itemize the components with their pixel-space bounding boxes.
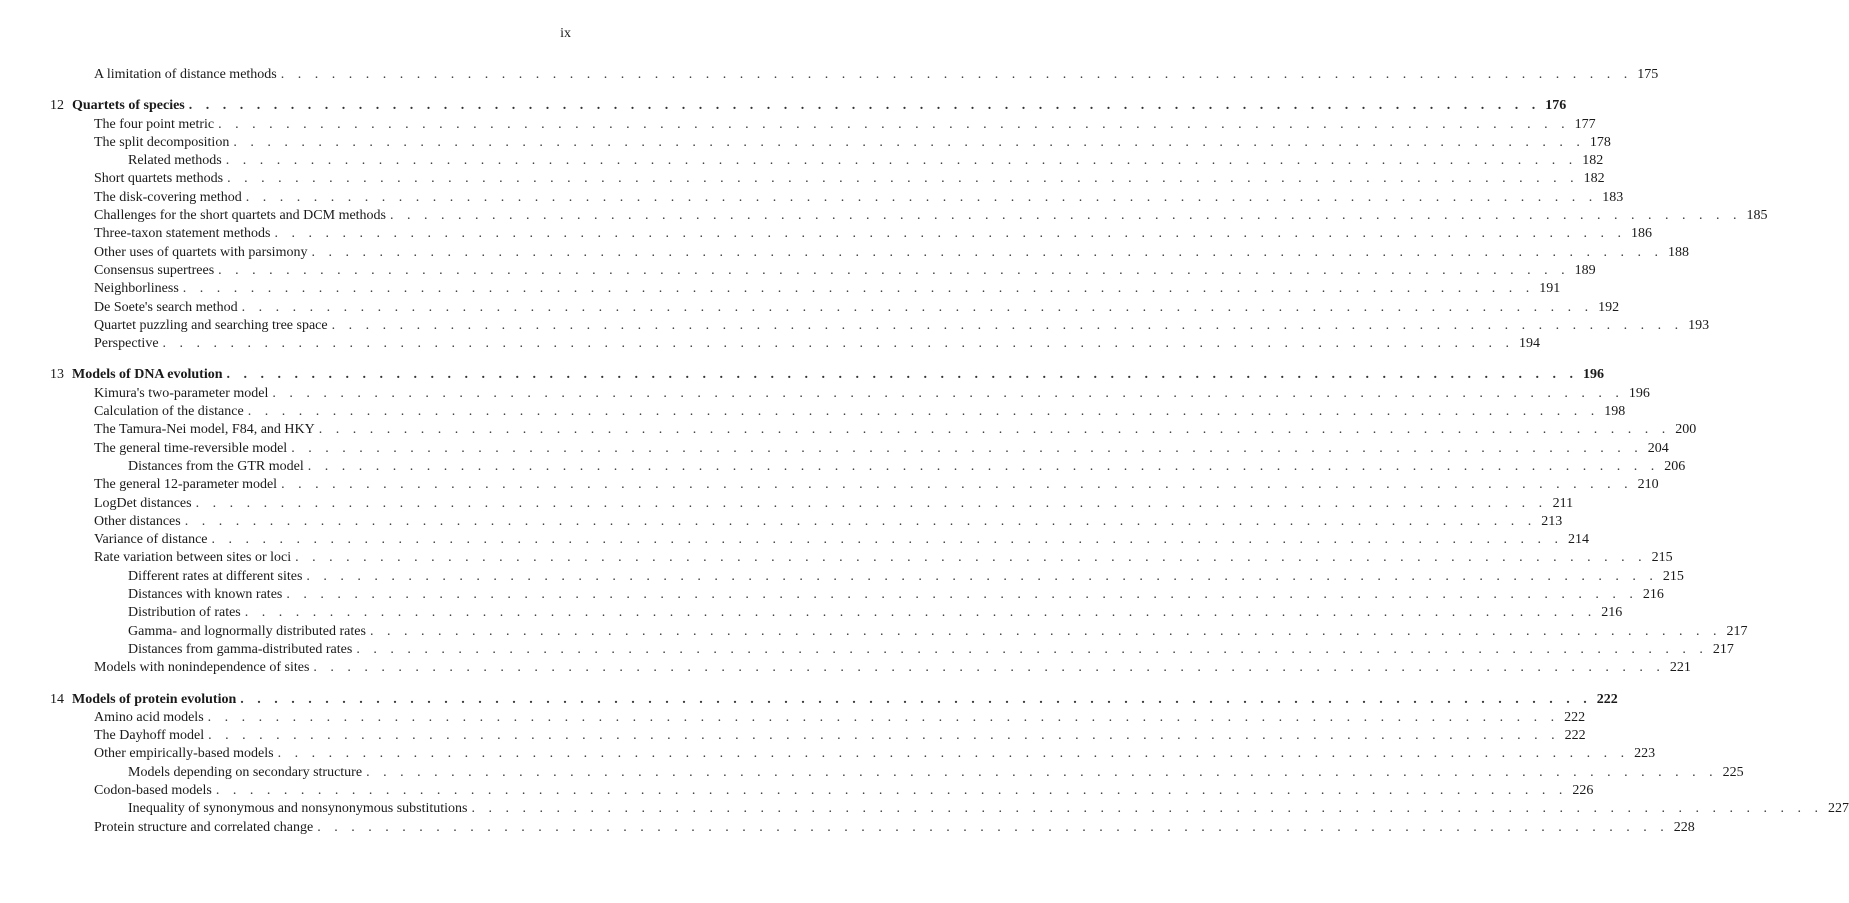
- dot-leader: . . . . . . . . . . . . . . . . . . . . . . . . . . . . . . . . . . . . . . . . . . . . . . . . . . . . . . . . . . . . . . . . . . . . . . . . . . . . . . . .: [226, 367, 1578, 383]
- toc-entry[interactable]: [50, 782, 1594, 800]
- entry-title: Models of DNA evolution: [72, 367, 223, 383]
- chapter-number: 14: [50, 691, 64, 707]
- dot-leader: . . . . . . . . . . . . . . . . . . . . . . . . . . . . . . . . . . . . . . . . . . . . . . . . . . . . . . . . . . . . . . . . . . . . . . . . . . . . . . . .: [184, 513, 1537, 529]
- entry-page-number: 211: [1552, 495, 1574, 511]
- entry-page-number: 214: [1568, 532, 1589, 548]
- toc-entry[interactable]: [50, 66, 1659, 84]
- dot-leader: . . . . . . . . . . . . . . . . . . . . . . . . . . . . . . . . . . . . . . . . . . . . . . . . . . . . . . . . . . . . . . . . . . . . . . . . . . . . . . . .: [281, 477, 1633, 493]
- dot-leader: . . . . . . . . . . . . . . . . . . . . . . . . . . . . . . . . . . . . . . . . . . . . . . . . . . . . . . . . . . . . . . . . . . . . . . . . . . . . . . . .: [274, 226, 1626, 242]
- toc-chapter: [50, 691, 1849, 837]
- dot-leader: . . . . . . . . . . . . . . . . . . . . . . . . . . . . . . . . . . . . . . . . . . . . . . . . . . . . . . . . . . . . . . . . . . . . . . . . . . . . . . . .: [207, 709, 1560, 725]
- dot-leader: . . . . . . . . . . . . . . . . . . . . . . . . . . . . . . . . . . . . . . . . . . . . . . . . . . . . . . . . . . . . . . . . . . . . . . . . . . . . . . . .: [277, 746, 1630, 762]
- entry-title: Different rates at different sites: [128, 568, 303, 584]
- entry-page-number: 182: [1583, 171, 1605, 187]
- entry-title: The four point metric: [94, 116, 215, 132]
- toc-entry[interactable]: [50, 262, 1596, 280]
- entry-page-number: 196: [1583, 367, 1604, 383]
- entry-page-number: 216: [1642, 587, 1664, 603]
- entry-title: Other distances: [94, 513, 181, 529]
- dot-leader: . . . . . . . . . . . . . . . . . . . . . . . . . . . . . . . . . . . . . . . . . . . . . . . . . . . . . . . . . . . . . . . . . . . . . . . . . . . . . . . .: [280, 67, 1633, 82]
- entry-title: Consensus supertrees: [94, 262, 215, 278]
- toc-entry[interactable]: [50, 280, 1561, 298]
- entry-title: Quartet puzzling and searching tree space: [94, 317, 328, 333]
- toc-entry[interactable]: [50, 225, 1652, 243]
- toc-entry[interactable]: [50, 476, 1659, 494]
- entry-page-number: 178: [1589, 134, 1611, 150]
- entry-page-number: 217: [1726, 623, 1748, 639]
- toc-entry[interactable]: [50, 385, 1650, 403]
- entry-page-number: 215: [1651, 550, 1673, 566]
- entry-title: Kimura's two-parameter model: [94, 385, 269, 401]
- toc-chapter: [50, 66, 1659, 84]
- entry-page-number: 185: [1746, 208, 1768, 224]
- toc-entry[interactable]: [50, 623, 1748, 641]
- entry-title: The Tamura-Nei model, F84, and HKY: [94, 422, 315, 438]
- entry-page-number: 216: [1601, 605, 1623, 621]
- entry-page-number: 200: [1675, 422, 1697, 438]
- dot-leader: . . . . . . . . . . . . . . . . . . . . . . . . . . . . . . . . . . . . . . . . . . . . . . . . . . . . . . . . . . . . . . . . . . . . . . . . . . . . . . . .: [311, 244, 1663, 260]
- entry-title: Other uses of quartets with parsimony: [94, 244, 308, 260]
- dot-leader: . . . . . . . . . . . . . . . . . . . . . . . . . . . . . . . . . . . . . . . . . . . . . . . . . . . . . . . . . . . . . . . . . . . . . . . . . . . . . . . .: [369, 623, 1722, 639]
- dot-leader: . . . . . . . . . . . . . . . . . . . . . . . . . . . . . . . . . . . . . . . . . . . . . . . . . . . . . . . . . . . . . . . . . . . . . . . . . . . . . . . .: [162, 336, 1515, 352]
- dot-leader: . . . . . . . . . . . . . . . . . . . . . . . . . . . . . . . . . . . . . . . . . . . . . . . . . . . . . . . . . . . . . . . . . . . . . . . . . . . . . . . .: [247, 404, 1600, 420]
- toc-entry[interactable]: [50, 421, 1697, 439]
- entry-page-number: 204: [1647, 440, 1669, 456]
- entry-page-number: 222: [1564, 728, 1586, 744]
- entry-page-number: 221: [1669, 660, 1691, 676]
- toc-entry[interactable]: [50, 549, 1673, 567]
- entry-page-number: 223: [1634, 746, 1656, 762]
- entry-title: A limitation of distance methods: [94, 67, 277, 82]
- toc-entry[interactable]: [50, 207, 1768, 225]
- entry-title: Protein structure and correlated change: [94, 819, 314, 835]
- page-number: ix: [560, 26, 571, 41]
- toc-entry[interactable]: [50, 764, 1744, 782]
- dot-leader: . . . . . . . . . . . . . . . . . . . . . . . . . . . . . . . . . . . . . . . . . . . . . . . . . . . . . . . . . . . . . . . . . . . . . . . . . . . . . . . .: [317, 819, 1669, 835]
- toc-entry[interactable]: [50, 317, 1710, 335]
- dot-leader: . . . . . . . . . . . . . . . . . . . . . . . . . . . . . . . . . . . . . . . . . . . . . . . . . . . . . . . . . . . . . . . . . . . . . . . . . . . . . . . .: [313, 660, 1665, 676]
- entry-page-number: 194: [1519, 336, 1541, 352]
- entry-title: The general time-reversible model: [94, 440, 288, 456]
- dot-leader: . . . . . . . . . . . . . . . . . . . . . . . . . . . . . . . . . . . . . . . . . . . . . . . . . . . . . . . . . . . . . . . . . . . . . . . . . . . . . . . .: [291, 440, 1643, 456]
- entry-page-number: 188: [1667, 244, 1689, 260]
- entry-title: Neighborliness: [94, 281, 179, 297]
- entry-title: Gamma- and lognormally distributed rates: [128, 623, 366, 639]
- entry-title: Short quartets methods: [94, 171, 224, 187]
- dot-leader: . . . . . . . . . . . . . . . . . . . . . . . . . . . . . . . . . . . . . . . . . . . . . . . . . . . . . . . . . . . . . . . . . . . . . . . . . . . . . . . .: [318, 422, 1671, 438]
- entry-page-number: 183: [1602, 189, 1624, 205]
- entry-title: Variance of distance: [94, 532, 208, 548]
- entry-title: Amino acid models: [94, 709, 204, 725]
- dot-leader: . . . . . . . . . . . . . . . . . . . . . . . . . . . . . . . . . . . . . . . . . . . . . . . . . . . . . . . . . . . . . . . . . . . . . . . . . . . . . . . .: [218, 116, 1570, 132]
- entry-page-number: 226: [1572, 782, 1594, 798]
- entry-page-number: 213: [1541, 513, 1563, 529]
- toc-entry[interactable]: [50, 403, 1626, 421]
- toc-entry[interactable]: [50, 709, 1586, 727]
- dot-leader: . . . . . . . . . . . . . . . . . . . . . . . . . . . . . . . . . . . . . . . . . . . . . . . . . . . . . . . . . . . . . . . . . . . . . . . . . . . . . . . .: [286, 587, 1638, 603]
- entry-page-number: 189: [1574, 262, 1596, 278]
- chapter-number: 12: [50, 98, 64, 114]
- dot-leader: . . . . . . . . . . . . . . . . . . . . . . . . . . . . . . . . . . . . . . . . . . . . . . . . . . . . . . . . . . . . . . . . . . . . . . . . . . . . . . . .: [245, 189, 1598, 205]
- toc-entry[interactable]: [50, 189, 1624, 207]
- dot-leader: . . . . . . . . . . . . . . . . . . . . . . . . . . . . . . . . . . . . . . . . . . . . . . . . . . . . . . . . . . . . . . . . . . . . . . . . . . . . . . . .: [244, 605, 1597, 621]
- dot-leader: . . . . . . . . . . . . . . . . . . . . . . . . . . . . . . . . . . . . . . . . . . . . . . . . . . . . . . . . . . . . . . . . . . . . . . . . . . . . . . . .: [471, 801, 1823, 817]
- entry-title: Challenges for the short quartets and DCM methods: [94, 208, 387, 224]
- entry-page-number: 186: [1631, 226, 1652, 242]
- entry-title: Three-taxon statement methods: [94, 226, 271, 242]
- entry-page-number: 225: [1722, 764, 1744, 780]
- dot-leader: . . . . . . . . . . . . . . . . . . . . . . . . . . . . . . . . . . . . . . . . . . . . . . . . . . . . . . . . . . . . . . . . . . . . . . . . . . . . . . . .: [188, 98, 1541, 114]
- dot-leader: . . . . . . . . . . . . . . . . . . . . . . . . . . . . . . . . . . . . . . . . . . . . . . . . . . . . . . . . . . . . . . . . . . . . . . . . . . . . . . . .: [233, 134, 1585, 150]
- entry-title: Rate variation between sites or loci: [94, 550, 292, 566]
- entry-page-number: 182: [1582, 153, 1604, 169]
- entry-page-number: 176: [1545, 98, 1567, 114]
- entry-page-number: 217: [1712, 641, 1734, 657]
- toc-entry[interactable]: [50, 513, 1563, 531]
- entry-page-number: 222: [1596, 691, 1618, 707]
- entry-title: Other empirically-based models: [94, 746, 274, 762]
- toc-entry[interactable]: [50, 800, 1849, 818]
- entry-title: Models with nonindependence of sites: [94, 660, 310, 676]
- toc-entry[interactable]: [50, 244, 1689, 262]
- toc-entry[interactable]: [50, 440, 1669, 458]
- entry-page-number: 210: [1637, 477, 1659, 493]
- toc-chapter: [50, 366, 1748, 677]
- entry-title: The Dayhoff model: [94, 728, 205, 744]
- entry-page-number: 175: [1637, 67, 1659, 82]
- entry-title: Codon-based models: [94, 782, 212, 798]
- dot-leader: . . . . . . . . . . . . . . . . . . . . . . . . . . . . . . . . . . . . . . . . . . . . . . . . . . . . . . . . . . . . . . . . . . . . . . . . . . . . . . . .: [208, 728, 1560, 744]
- toc-entry[interactable]: [50, 727, 1586, 745]
- dot-leader: . . . . . . . . . . . . . . . . . . . . . . . . . . . . . . . . . . . . . . . . . . . . . . . . . . . . . . . . . . . . . . . . . . . . . . . . . . . . . . . .: [218, 262, 1570, 278]
- entry-title: Perspective: [94, 336, 159, 352]
- entry-title: Quartets of species: [72, 98, 185, 114]
- entry-page-number: 222: [1564, 709, 1586, 725]
- entry-title: Models depending on secondary structure: [128, 764, 363, 780]
- entry-title: De Soete's search method: [94, 299, 238, 315]
- toc-entry[interactable]: [50, 659, 1691, 677]
- entry-page-number: 227: [1828, 801, 1849, 817]
- dot-leader: . . . . . . . . . . . . . . . . . . . . . . . . . . . . . . . . . . . . . . . . . . . . . . . . . . . . . . . . . . . . . . . . . . . . . . . . . . . . . . . .: [356, 641, 1708, 657]
- entry-title: The split decomposition: [94, 134, 230, 150]
- entry-title: LogDet distances: [94, 495, 192, 511]
- entry-title: Distances from the GTR model: [128, 458, 304, 474]
- toc-entry[interactable]: [50, 458, 1686, 476]
- toc-chapter: [50, 97, 1768, 353]
- dot-leader: . . . . . . . . . . . . . . . . . . . . . . . . . . . . . . . . . . . . . . . . . . . . . . . . . . . . . . . . . . . . . . . . . . . . . . . . . . . . . . . .: [195, 495, 1548, 511]
- dot-leader: . . . . . . . . . . . . . . . . . . . . . . . . . . . . . . . . . . . . . . . . . . . . . . . . . . . . . . . . . . . . . . . . . . . . . . . . . . . . . . . .: [331, 317, 1684, 333]
- entry-title: Distances with known rates: [128, 587, 283, 603]
- toc-entry[interactable]: [50, 335, 1541, 353]
- dot-leader: . . . . . . . . . . . . . . . . . . . . . . . . . . . . . . . . . . . . . . . . . . . . . . . . . . . . . . . . . . . . . . . . . . . . . . . . . . . . . . . .: [390, 208, 1742, 224]
- toc-entry[interactable]: [50, 819, 1695, 837]
- dot-leader: . . . . . . . . . . . . . . . . . . . . . . . . . . . . . . . . . . . . . . . . . . . . . . . . . . . . . . . . . . . . . . . . . . . . . . . . . . . . . . . .: [272, 385, 1624, 401]
- entry-title: Inequality of synonymous and nonsynonymous substitutions: [128, 801, 468, 817]
- dot-leader: . . . . . . . . . . . . . . . . . . . . . . . . . . . . . . . . . . . . . . . . . . . . . . . . . . . . . . . . . . . . . . . . . . . . . . . . . . . . . . . .: [366, 764, 1718, 780]
- entry-title: Distances from gamma-distributed rates: [128, 641, 353, 657]
- table-of-contents: [50, 66, 1849, 850]
- chapter-heading[interactable]: [50, 97, 1567, 115]
- toc-entry[interactable]: [50, 170, 1605, 188]
- entry-page-number: 177: [1574, 116, 1596, 132]
- entry-page-number: 192: [1598, 299, 1620, 315]
- entry-page-number: 191: [1539, 281, 1561, 297]
- toc-entry[interactable]: [50, 586, 1664, 604]
- toc-entry[interactable]: [50, 531, 1589, 549]
- chapter-heading[interactable]: [50, 691, 1618, 709]
- toc-entry[interactable]: [50, 116, 1596, 134]
- toc-entry[interactable]: [50, 641, 1734, 659]
- entry-page-number: 193: [1688, 317, 1710, 333]
- entry-page-number: 196: [1628, 385, 1650, 401]
- entry-title: Calculation of the distance: [94, 404, 244, 420]
- entry-page-number: 198: [1604, 404, 1626, 420]
- entry-page-number: 206: [1664, 458, 1686, 474]
- dot-leader: . . . . . . . . . . . . . . . . . . . . . . . . . . . . . . . . . . . . . . . . . . . . . . . . . . . . . . . . . . . . . . . . . . . . . . . . . . . . . . . .: [241, 299, 1594, 315]
- dot-leader: . . . . . . . . . . . . . . . . . . . . . . . . . . . . . . . . . . . . . . . . . . . . . . . . . . . . . . . . . . . . . . . . . . . . . . . . . . . . . . . .: [240, 691, 1592, 707]
- dot-leader: . . . . . . . . . . . . . . . . . . . . . . . . . . . . . . . . . . . . . . . . . . . . . . . . . . . . . . . . . . . . . . . . . . . . . . . . . . . . . . . .: [307, 458, 1660, 474]
- entry-title: The disk-covering method: [94, 189, 242, 205]
- dot-leader: . . . . . . . . . . . . . . . . . . . . . . . . . . . . . . . . . . . . . . . . . . . . . . . . . . . . . . . . . . . . . . . . . . . . . . . . . . . . . . . .: [211, 532, 1563, 548]
- dot-leader: . . . . . . . . . . . . . . . . . . . . . . . . . . . . . . . . . . . . . . . . . . . . . . . . . . . . . . . . . . . . . . . . . . . . . . . . . . . . . . . .: [215, 782, 1568, 798]
- toc-entry[interactable]: [50, 745, 1656, 763]
- toc-entry[interactable]: [50, 299, 1620, 317]
- entry-page-number: 228: [1673, 819, 1695, 835]
- entry-title: The general 12-parameter model: [94, 477, 278, 493]
- dot-leader: . . . . . . . . . . . . . . . . . . . . . . . . . . . . . . . . . . . . . . . . . . . . . . . . . . . . . . . . . . . . . . . . . . . . . . . . . . . . . . . .: [295, 550, 1647, 566]
- dot-leader: . . . . . . . . . . . . . . . . . . . . . . . . . . . . . . . . . . . . . . . . . . . . . . . . . . . . . . . . . . . . . . . . . . . . . . . . . . . . . . . .: [225, 153, 1578, 169]
- dot-leader: . . . . . . . . . . . . . . . . . . . . . . . . . . . . . . . . . . . . . . . . . . . . . . . . . . . . . . . . . . . . . . . . . . . . . . . . . . . . . . . .: [306, 568, 1658, 584]
- dot-leader: . . . . . . . . . . . . . . . . . . . . . . . . . . . . . . . . . . . . . . . . . . . . . . . . . . . . . . . . . . . . . . . . . . . . . . . . . . . . . . . .: [182, 281, 1535, 297]
- toc-entry[interactable]: [50, 495, 1574, 513]
- entry-title: Related methods: [128, 153, 222, 169]
- chapter-heading[interactable]: [50, 366, 1604, 384]
- entry-page-number: 215: [1662, 568, 1684, 584]
- chapter-number: 13: [50, 367, 64, 383]
- toc-entry[interactable]: [50, 568, 1684, 586]
- dot-leader: . . . . . . . . . . . . . . . . . . . . . . . . . . . . . . . . . . . . . . . . . . . . . . . . . . . . . . . . . . . . . . . . . . . . . . . . . . . . . . . .: [227, 171, 1579, 187]
- entry-title: Models of protein evolution: [72, 691, 237, 707]
- entry-title: Distribution of rates: [128, 605, 241, 621]
- toc-entry[interactable]: [50, 134, 1611, 152]
- toc-entry[interactable]: [50, 604, 1623, 622]
- toc-entry[interactable]: [50, 152, 1604, 170]
